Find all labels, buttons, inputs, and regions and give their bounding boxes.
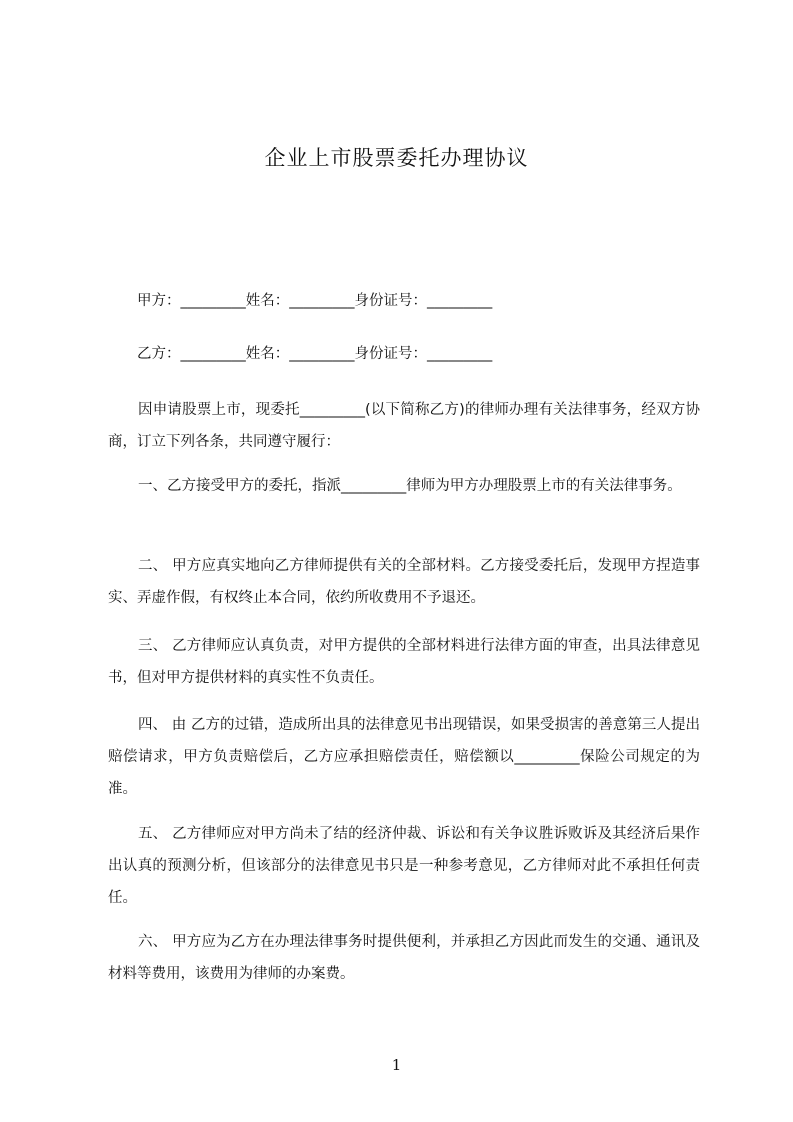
clause-5: 五、 乙方律师应对甲方尚未了结的经济仲裁、诉讼和有关争议胜诉败诉及其经济后果作出认真的预测分析，但该部分的法律意见书只是一种参考意见，乙方律师对此不承担任何责任。 — [108, 826, 700, 906]
party-b-line: 乙方：_________姓名：_________身份证号：_________ — [137, 346, 493, 362]
page-number: 1 — [391, 1056, 402, 1074]
clause-3: 三、 乙方律师应认真负责，对甲方提供的全部材料进行法律方面的审查，出具法律意见书，但对甲方提供材料的真实性不负责任。 — [108, 638, 700, 686]
clause-6: 六、 甲方应为乙方在办理法律事务时提供便利，并承担乙方因此而发生的交通、通讯及材料等费用，该费用为律师的办案费。 — [108, 934, 700, 982]
party-a-line: 甲方：_________姓名：_________身份证号：_________ — [137, 293, 493, 309]
clause-1: 一、乙方接受甲方的委托，指派_________律师为甲方办理股票上市的有关法律事务。 — [138, 478, 682, 494]
clause-2: 二、 甲方应真实地向乙方律师提供有关的全部材料。乙方接受委托后，发现甲方捏造事实、弄虚作假，有权终止本合同，依约所收费用不予退还。 — [108, 558, 700, 606]
clause-4: 四、 由 乙方的过错，造成所出具的法律意见书出现错误，如果受损害的善意第三人提出赔偿请求，甲方负责赔偿后，乙方应承担赔偿责任，赔偿额以_________保险公司规定的为准。 — [108, 717, 700, 797]
document-title: 企业上市股票委托办理协议 — [264, 146, 529, 170]
intro-paragraph: 因申请股票上市，现委托_________(以下简称乙方)的律师办理有关法律事务，经双方协商，订立下列各条，共同遵守履行： — [108, 402, 700, 450]
